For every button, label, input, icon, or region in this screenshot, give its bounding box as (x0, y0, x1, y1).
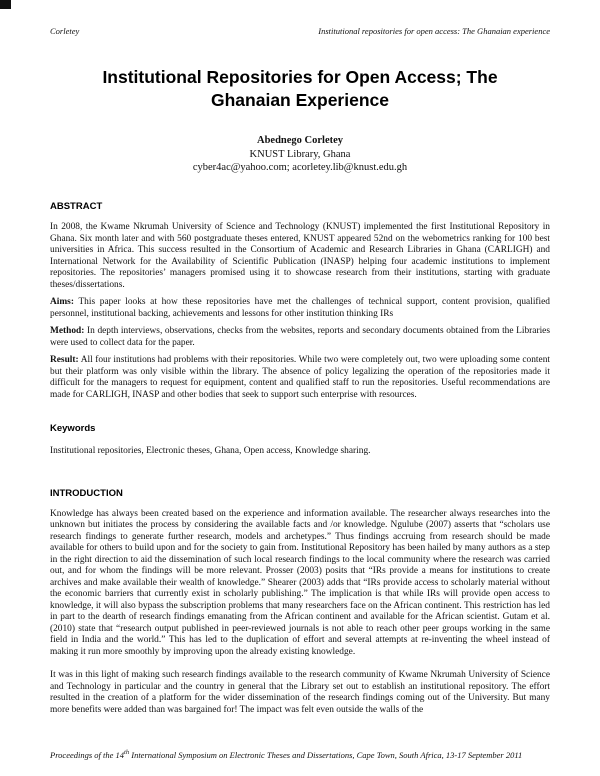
introduction-paragraph-1: Knowledge has always been created based on the experience and information available. The researcher always researches into the unknown but initiates the process by considering the available facts and /or knowledge. Ngulube (2007) asserts that “scholars use research findings to generate further research, models and archetypes.” Thus findings accruing from research should be made available for others to build upon and for the society to gain from. Institutional Repository has been hailed by many authors as a step in the right direction to aid the dissemination of such local research findings to the local community where the research was carried out, and for whom the findings will be more relevant. Prosser (2003) posits that “IRs provide a means for institutions to create archives and make available their wealth of knowledge.” Shearer (2003) adds that “IRs provide access to scholarly material without the economic barriers that currently exist in scholarly publishing.” The implication is that while IRs will provide open access to knowledge, it will also bypass the subscription problems that many researchers face on the African continent. This restriction has led in part to the dearth of research findings emanating from the African continent and available for the African scientist. Gutam et al. (2010) state that “research output published in peer-reviewed journals is not able to reach other peer groups working in the same field in India and the world.” This has led to the duplication of effort and several attempts at re-inventing the wheel instead of making it run more smoothly by improving upon the already existing knowledge. (50, 508, 550, 657)
footer-prefix: Proceedings of the 14 (50, 749, 125, 760)
author-emails: cyber4ac@yahoo.com; acorletey.lib@knust.edu.gh (192, 162, 408, 174)
method-paragraph (50, 326, 550, 349)
running-header (50, 26, 550, 36)
running-header-author: Corletey (50, 26, 80, 36)
result-label: Result: (50, 355, 79, 366)
introduction-paragraph-2: It was in this light of making such research findings available to the research community of Kwame Nkrumah University of Science and Technology in particular and the country in general that the Library set out to establish an institutional repository. The effort resulted in the creation of a platform for the wider dissemination of the research findings coming out of the University. But many more benefits were added than was bargained for! The impact was felt even outside the walls of the (50, 670, 550, 715)
keywords-text: Institutional repositories, Electronic theses, Ghana, Open access, Knowledge sharing. (50, 446, 371, 457)
aims-paragraph (50, 297, 550, 320)
method-label: Method: (50, 326, 85, 337)
author-name: Abednego Corletey (256, 134, 344, 146)
footer-rest: International Symposium on Electronic Theses and Dissertations, Cape Town, South Africa, 13-17 September 2011 (129, 749, 523, 760)
running-header-title: Institutional repositories for open access: The Ghanaian experience (318, 26, 550, 36)
method-text: In depth interviews, observations, checks from the websites, reports and secondary documents obtained from the Libraries were used to collect data for the paper. (50, 326, 550, 348)
footer-proceedings (50, 750, 550, 760)
result-paragraph (50, 355, 550, 401)
keywords-heading: Keywords (50, 423, 96, 435)
abstract-text: In 2008, the Kwame Nkrumah University of Science and Technology (KNUST) implemented the first Institutional Repository in Ghana. Six month later and with 560 postgraduate theses entered, KNUST appeared 52nd on the webometrics ranking for 100 best universities in Africa. This success resulted in the Consortium of Academic and Research Libraries in Ghana (CARLIGH) and International Network for the Availability of Scientific Publication (INASP) helping four academic institutions to implement repositories. The repositories’ managers promised using it to showcase research from their institutions, starting with graduate theses/dissertations. (50, 222, 550, 290)
author-affiliation: KNUST Library, Ghana (249, 148, 351, 160)
author-block (50, 134, 550, 176)
result-text: All four institutions had problems with their repositories. While two were completely out, two were uploading some content but their platform was only visible within the library. The absence of policy legalizing the operation of the repositories made it difficult for the managers to request for equipment, content and qualified staff to run the repositories. Useful recommendations are made for CARLIGH, INASP and other bodies that seek to support such enterprise with resources. (50, 355, 550, 400)
footer-superscript: th (124, 748, 130, 756)
abstract-heading: ABSTRACT (50, 201, 103, 213)
scan-artifact-mark (0, 0, 11, 9)
introduction-heading: INTRODUCTION (50, 487, 123, 499)
aims-text: This paper looks at how these repositories have met the challenges of technical support, content provision, qualified personnel, institutional backing, achievements and lessons for other institution thinking IRs (50, 297, 550, 319)
paper-title: Institutional Repositories for Open Access; The Ghanaian Experience (102, 67, 498, 110)
aims-label: Aims: (50, 297, 74, 308)
abstract-paragraph (50, 222, 550, 291)
